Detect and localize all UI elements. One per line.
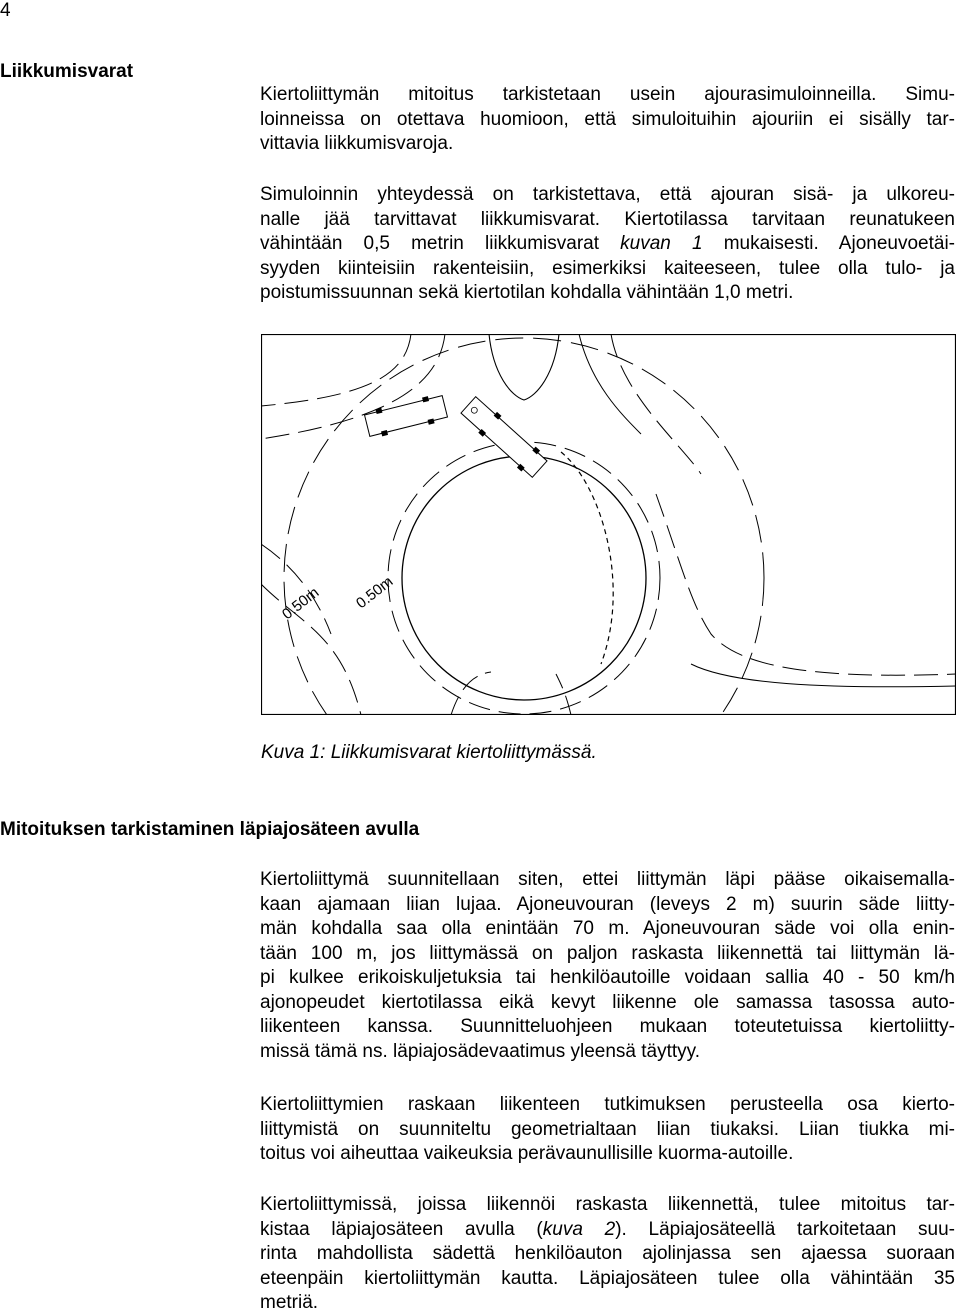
page-number: 4 <box>0 0 11 21</box>
text-segment: kistaa läpiajosäteen avulla ( <box>260 1218 543 1240</box>
text-segment: toitus voi aiheuttaa vaikeuksia perävaunullisille kuorma-autoille. <box>260 1143 794 1164</box>
text-segment: Kiertoliittymissä, joissa liikennöi raskasta liikennettä, tulee mitoitus tar- <box>260 1194 955 1215</box>
text-segment: syyden kiinteisiin rakenteisiin, esimerkiksi kaiteeseen, tulee olla tulo- ja <box>260 257 955 279</box>
text-line <box>260 1118 955 1143</box>
text-segment: liittymistä on suunniteltu geometrialtaan liian tiukaksi. Liian tiukka mi- <box>260 1118 955 1140</box>
text-segment: missä tämä ns. läpiajosädevaatimus yleensä täyttyy. <box>260 1040 701 1062</box>
text-segment: nalle jää tarvittavat liikkumisvarat. Kiertotilassa tarvitaan reunatukeen <box>260 208 955 230</box>
section-heading-lapiajosade: Mitoituksen tarkistaminen läpiajosäteen avulla <box>0 819 420 840</box>
text-segment: kaan ajamaan liian lujaa. Ajoneuvouran (leveys 2 m) suurin säde liitty- <box>260 893 955 915</box>
text-line <box>260 1291 955 1316</box>
text-line <box>260 1218 955 1243</box>
text-line <box>260 1242 955 1267</box>
paragraph <box>260 868 955 1064</box>
text-segment: rinta mahdollista sädettä henkilöauton ajolinjassa sen ajaessa suoraan <box>260 1243 955 1264</box>
text-segment: Kiertoliittymä suunnitellaan siten, ettei liittymän läpi pääse oikaisemalla- <box>260 869 955 890</box>
text-line <box>260 132 955 157</box>
figure-reference: kuvan 1 <box>620 233 703 254</box>
section-heading-liikkumisvarat: Liikkumisvarat <box>0 61 134 82</box>
text-line <box>260 208 955 233</box>
text-segment: Kiertoliittymien raskaan liikenteen tutkimuksen perusteella osa kierto- <box>260 1094 955 1115</box>
text-line <box>260 83 955 108</box>
text-line <box>260 991 955 1016</box>
text-line <box>260 966 955 991</box>
text-line <box>260 183 955 208</box>
text-line <box>260 1193 955 1218</box>
text-segment: eteenpäin kiertoliittymän kautta. Läpiajosäteen tulee olla vähintään 35 <box>260 1267 955 1289</box>
text-segment: ajonopeudet kiertotilassa eikä kevyt liikenne ole samassa tasossa auto- <box>260 991 955 1013</box>
paragraph <box>260 83 955 157</box>
text-line <box>260 108 955 133</box>
text-line <box>260 942 955 967</box>
text-segment: män kohdalla saa olla enintään 70 m. Ajoneuvouran säde voi olla enin- <box>260 918 955 939</box>
text-line <box>260 1267 955 1292</box>
text-line <box>260 1015 955 1040</box>
roundabout-figure <box>261 334 956 715</box>
text-segment: vittavia liikkumisvaroja. <box>260 133 454 154</box>
text-segment: mukaisesti. Ajoneuvoetäi- <box>702 233 955 254</box>
text-line <box>260 1142 955 1167</box>
text-line <box>260 257 955 282</box>
text-line <box>260 1040 955 1065</box>
margin-label: 0.50m <box>278 584 323 624</box>
text-segment: Kiertoliittymän mitoitus tarkistetaan usein ajourasimuloinneilla. Simu- <box>260 84 955 105</box>
text-line <box>260 1093 955 1118</box>
paragraph <box>260 1093 955 1167</box>
figure-caption: Kuva 1: Liikkumisvarat kiertoliittymässä. <box>261 742 597 763</box>
figure-reference: kuva 2 <box>542 1218 616 1240</box>
text-segment: Simuloinnin yhteydessä on tarkistettava, että ajouran sisä- ja ulkoreu- <box>260 184 955 205</box>
text-line <box>260 893 955 918</box>
text-segment: loinneissa on otettava huomioon, että simuloituihin ajouriin ei sisälly tar- <box>260 108 955 130</box>
text-line <box>260 232 955 257</box>
text-segment: poistumissuunnan sekä kiertotilan kohdalla vähintään 1,0 metri. <box>260 282 794 303</box>
text-segment: liikenteen kanssa. Suunnitteluohjeen mukaan toteutetuissa kiertoliitty- <box>260 1016 955 1037</box>
paragraph <box>260 183 955 306</box>
paragraph <box>260 1193 955 1316</box>
text-line <box>260 917 955 942</box>
text-line <box>260 868 955 893</box>
text-line <box>260 281 955 306</box>
text-segment: tään 100 m, jos liittymässä on paljon raskasta liikennettä tai liittymän lä- <box>260 942 955 964</box>
text-segment: vähintään 0,5 metrin liikkumisvarat <box>260 233 621 254</box>
text-segment: metriä. <box>260 1292 319 1313</box>
text-segment: ). Läpiajosäteellä tarkoitetaan suu- <box>615 1218 955 1240</box>
margin-label: 0.50m <box>352 573 397 613</box>
text-segment: pi kulkee erikoiskuljetuksia tai henkilöautoille voidaan sallia 40 - 50 km/h <box>260 967 955 988</box>
